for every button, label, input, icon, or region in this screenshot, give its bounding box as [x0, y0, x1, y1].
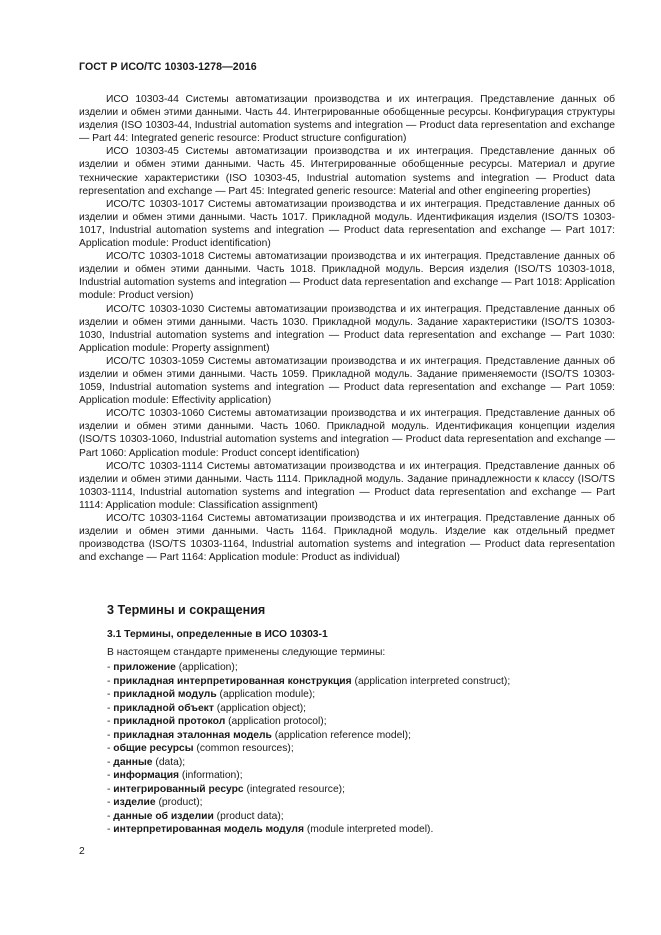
term-en: (application interpreted construct);	[351, 675, 511, 687]
term-ru: данные	[113, 756, 153, 768]
reference-paragraph: ИСО/ТС 10303-1030 Системы автоматизации производства и их интеграция. Представление данных об изделии и обмен этими данными. Часть 1030. Прикладной модуль. Задание характеристики (ISO/TS 10303-1030, Industrial automation systems and integration — Product data representation and exchange — Part 1030: Application module: Property assignment)	[79, 303, 615, 354]
term-en: (product data);	[213, 810, 284, 822]
terms-intro: В настоящем стандарте применены следующие термины:	[107, 647, 386, 658]
term-ru: информация	[113, 770, 180, 781]
term-en: (common resources);	[193, 743, 294, 754]
list-item: - прикладной объект (application object);	[107, 702, 307, 714]
list-item: - интегрированный ресурс (integrated resource);	[107, 783, 345, 795]
term-ru: изделие	[113, 797, 156, 808]
list-item: - данные об изделии (product data);	[107, 810, 284, 822]
term-ru: интерпретированная модель модуля	[113, 824, 304, 835]
reference-paragraph: ИСО/ТС 10303-1114 Системы автоматизации производства и их интеграция. Представление данных об изделии и обмен этими данными. Часть 1114. Прикладной модуль. Задание принадлежности к классу (ISO/TS 10303-1114, Industrial automation systems and integration — Product data representation and exchange — Part 1114: Application module: Classification assignment)	[79, 460, 615, 511]
term-en: (information);	[179, 770, 243, 781]
term-en: (application module);	[216, 689, 316, 700]
section-title: 3 Термины и сокращения	[107, 603, 266, 617]
reference-paragraph: ИСО 10303-44 Системы автоматизации производства и их интеграция. Представление данных об изделии и обмен этими данными. Часть 44. Интегрированные обобщенные ресурсы. Конфигурация структуры изделия (ISO 10303-44, Industrial automation systems and integration — Product data representation and exchange — Part 44: Integrated generic resource: Product structure configuration)	[79, 94, 615, 145]
terms-list	[107, 661, 510, 837]
term-en: (application object);	[213, 702, 307, 714]
list-item: - данные (data);	[107, 756, 186, 768]
term-ru: приложение	[113, 662, 176, 673]
list-item: - общие ресурсы (common resources);	[107, 743, 294, 754]
reference-paragraph: ИСО/ТС 10303-1018 Системы автоматизации производства и их интеграция. Представление данных об изделии и обмен этими данными. Часть 1018. Прикладной модуль. Версия изделия (ISO/TS 10303-1018, Industrial automation systems and integration — Product data representation and exchange — Part 1018: Application module: Product version)	[79, 251, 615, 302]
term-ru: данные об изделии	[113, 810, 214, 822]
list-item: - прикладная интерпретированная конструкция (application interpreted construct);	[107, 675, 511, 687]
document-header: ГОСТ Р ИСО/ТС 10303-1278—2016	[79, 61, 257, 73]
term-en: (module interpreted model).	[303, 824, 434, 835]
term-ru: прикладной протокол	[113, 716, 226, 727]
reference-paragraph: ИСО/ТС 10303-1060 Системы автоматизации производства и их интеграция. Представление данных об изделии и обмен этими данными. Часть 1060. Прикладной модуль. Идентификация концепции изделия (ISO/TS 10303-1060, Industrial automation systems and integration — Product data representation and exchange — Part 1060: Application module: Product concept identification)	[79, 408, 615, 459]
list-item: - информация (information);	[107, 770, 243, 781]
list-item: - приложение (application);	[107, 662, 238, 673]
term-en: (application reference model);	[271, 729, 411, 741]
term-ru: прикладной объект	[113, 702, 214, 714]
term-ru: общие ресурсы	[113, 743, 194, 754]
term-en: (application protocol);	[225, 716, 327, 727]
reference-paragraph: ИСО/ТС 10303-1059 Системы автоматизации производства и их интеграция. Представление данных об изделии и обмен этими данными. Часть 1059. Прикладной модуль. Задание применяемости (ISO/TS 10303-1059, Industrial automation systems and integration — Product data representation and exchange — Part 1059: Application module: Effectivity application)	[79, 355, 615, 407]
subsection-title: 3.1 Термины, определенные в ИСО 10303-1	[107, 629, 328, 640]
term-en: (integrated resource);	[243, 783, 345, 795]
term-ru: прикладная эталонная модель	[113, 729, 272, 741]
term-en: (product);	[155, 797, 203, 808]
reference-paragraph: ИСО/ТС 10303-1164 Системы автоматизации производства и их интеграция. Представление данных об изделии и обмен этими данными. Часть 1164. Прикладной модуль. Изделие как отдельный предмет производства (ISO/TS 10303-1164, Industrial automation systems and integration — Product data representation and exchange — Part 1164: Application module: Product as individual)	[79, 513, 615, 564]
list-item: - изделие (product);	[107, 797, 203, 808]
term-en: (data);	[152, 756, 186, 768]
list-item: - прикладной протокол (application protocol);	[107, 716, 327, 727]
term-ru: прикладная интерпретированная конструкция	[113, 675, 352, 687]
reference-paragraph: ИСО/ТС 10303-1017 Системы автоматизации производства и их интеграция. Представление данных об изделии и обмен этими данными. Часть 1017. Прикладной модуль. Идентификация изделия (ISO/TS 10303-1017, Industrial automation systems and integration — Product data representation and exchange — Part 1017: Application module: Product identification)	[79, 198, 615, 250]
reference-paragraph: ИСО 10303-45 Системы автоматизации производства и их интеграция. Представление данных об изделии и обмен этими данными. Часть 45. Интегрированные обобщенные ресурсы. Материал и другие технические характеристики (ISO 10303-45, Industrial automation systems and integration — Product data representation and exchange — Part 45: Integrated generic resource: Material and other engineering properties)	[79, 146, 615, 197]
list-item: - прикладной модуль (application module);	[107, 689, 316, 700]
list-item: - интерпретированная модель модуля (module interpreted model).	[107, 824, 434, 835]
normative-references	[79, 93, 615, 564]
term-en: (application);	[175, 662, 238, 673]
page-number: 2	[79, 846, 85, 857]
list-item: - прикладная эталонная модель (application reference model);	[107, 729, 411, 741]
term-ru: прикладной модуль	[113, 689, 217, 700]
term-ru: интегрированный ресурс	[113, 783, 244, 795]
